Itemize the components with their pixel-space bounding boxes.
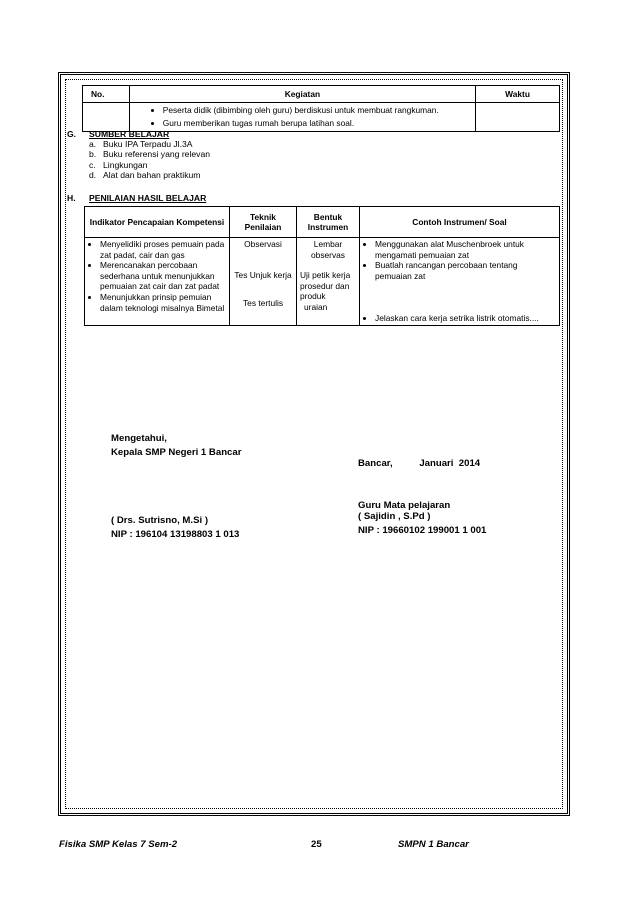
technique-item: Tes Unjuk kerja — [234, 269, 292, 280]
instrument-item: uraian — [304, 301, 328, 312]
signature-left-name: ( Drs. Sutrisno, M.Si ) NIP : 196104 13198803 1 013 — [111, 515, 240, 540]
section-sumber-belajar — [67, 129, 210, 181]
footer-right: SMPN 1 Bancar — [398, 839, 469, 850]
instrument-cell — [297, 238, 360, 326]
indicator-item: • Merencanakan percobaan sederhana untuk menunjukkan pemuaian zat cair dan zat padat — [100, 260, 226, 292]
section-penilaian — [67, 193, 206, 203]
activity-table-header — [83, 86, 560, 103]
indicator-item: • Menyelidiki proses pemuain pada zat padat, cair dan gas — [100, 239, 226, 260]
list-item: c. Lingkungan — [89, 159, 148, 170]
example-cell — [360, 238, 560, 326]
header-bentuk: Bentuk Instrumen — [297, 207, 360, 238]
signature-right-heading: Bancar, Januari 2014 Guru Mata pelajaran — [358, 458, 481, 511]
instrument-item: Lembar observas — [311, 239, 345, 260]
section-heading — [67, 193, 206, 203]
example-item: • Jelaskan cara kerja setrika listrik otomatis.... — [375, 313, 556, 324]
signature-left-heading: Mengetahui, Kepala SMP Negeri 1 Bancar — [111, 433, 242, 458]
example-item: • Buatlah rancangan percobaan tentang pemuaian zat — [375, 260, 556, 281]
resource-list — [67, 139, 210, 181]
section-title: SUMBER BELAJAR — [89, 129, 170, 139]
list-item: a. Buku IPA Terpadu Jl.3A — [89, 139, 193, 149]
section-title: PENILAIAN HASIL BELAJAR — [89, 193, 207, 203]
activity-cell — [129, 103, 475, 132]
header-indikator: Indikator Pencapaian Kompetensi — [85, 207, 230, 238]
footer-left: Fisika SMP Kelas 7 Sem-2 — [59, 839, 178, 850]
technique-cell — [230, 238, 297, 326]
instrument-item: Uji petik kerja prosedur dan produk — [300, 270, 351, 302]
activity-item: • Peserta didik (dibimbing oleh guru) berdiskusi untuk membuat rangkuman. — [163, 104, 472, 117]
assessment-row — [85, 238, 560, 326]
header-kegiatan: Kegiatan — [129, 86, 475, 103]
assessment-table — [84, 206, 560, 326]
list-item: d. Alat dan bahan praktikum — [89, 170, 201, 181]
list-item: b. Buku referensi yang relevan — [89, 149, 211, 160]
technique-item: Tes tertulis — [242, 298, 284, 309]
activity-item: • Guru memberikan tugas rumah berupa latihan soal. — [163, 117, 472, 130]
header-waktu: Waktu — [476, 86, 560, 103]
activity-time-cell — [476, 103, 560, 132]
assessment-table-header — [85, 207, 560, 238]
technique-item: Observasi — [244, 239, 282, 249]
signature-right-name: ( Sajidin , S.Pd ) NIP : 19660102 199001 1 001 — [358, 511, 487, 536]
section-letter: H. — [67, 193, 76, 203]
section-letter: G. — [67, 129, 77, 139]
activity-row — [83, 103, 560, 132]
indicator-item: • Menunjukkan prinsip pemuian dalam teknologi misalnya Bimetal — [100, 292, 226, 313]
page-number: 25 — [311, 839, 322, 850]
header-teknik: Teknik Penilaian — [230, 207, 297, 238]
activity-no-cell — [83, 103, 130, 132]
section-heading — [67, 129, 210, 139]
example-item: • Menggunakan alat Muschenbroek untuk mengamati pemuaian zat — [375, 239, 556, 260]
indicator-cell — [85, 238, 230, 326]
header-no: No. — [83, 86, 130, 103]
activity-table — [82, 85, 560, 132]
header-contoh: Contoh Instrumen/ Soal — [360, 207, 560, 238]
